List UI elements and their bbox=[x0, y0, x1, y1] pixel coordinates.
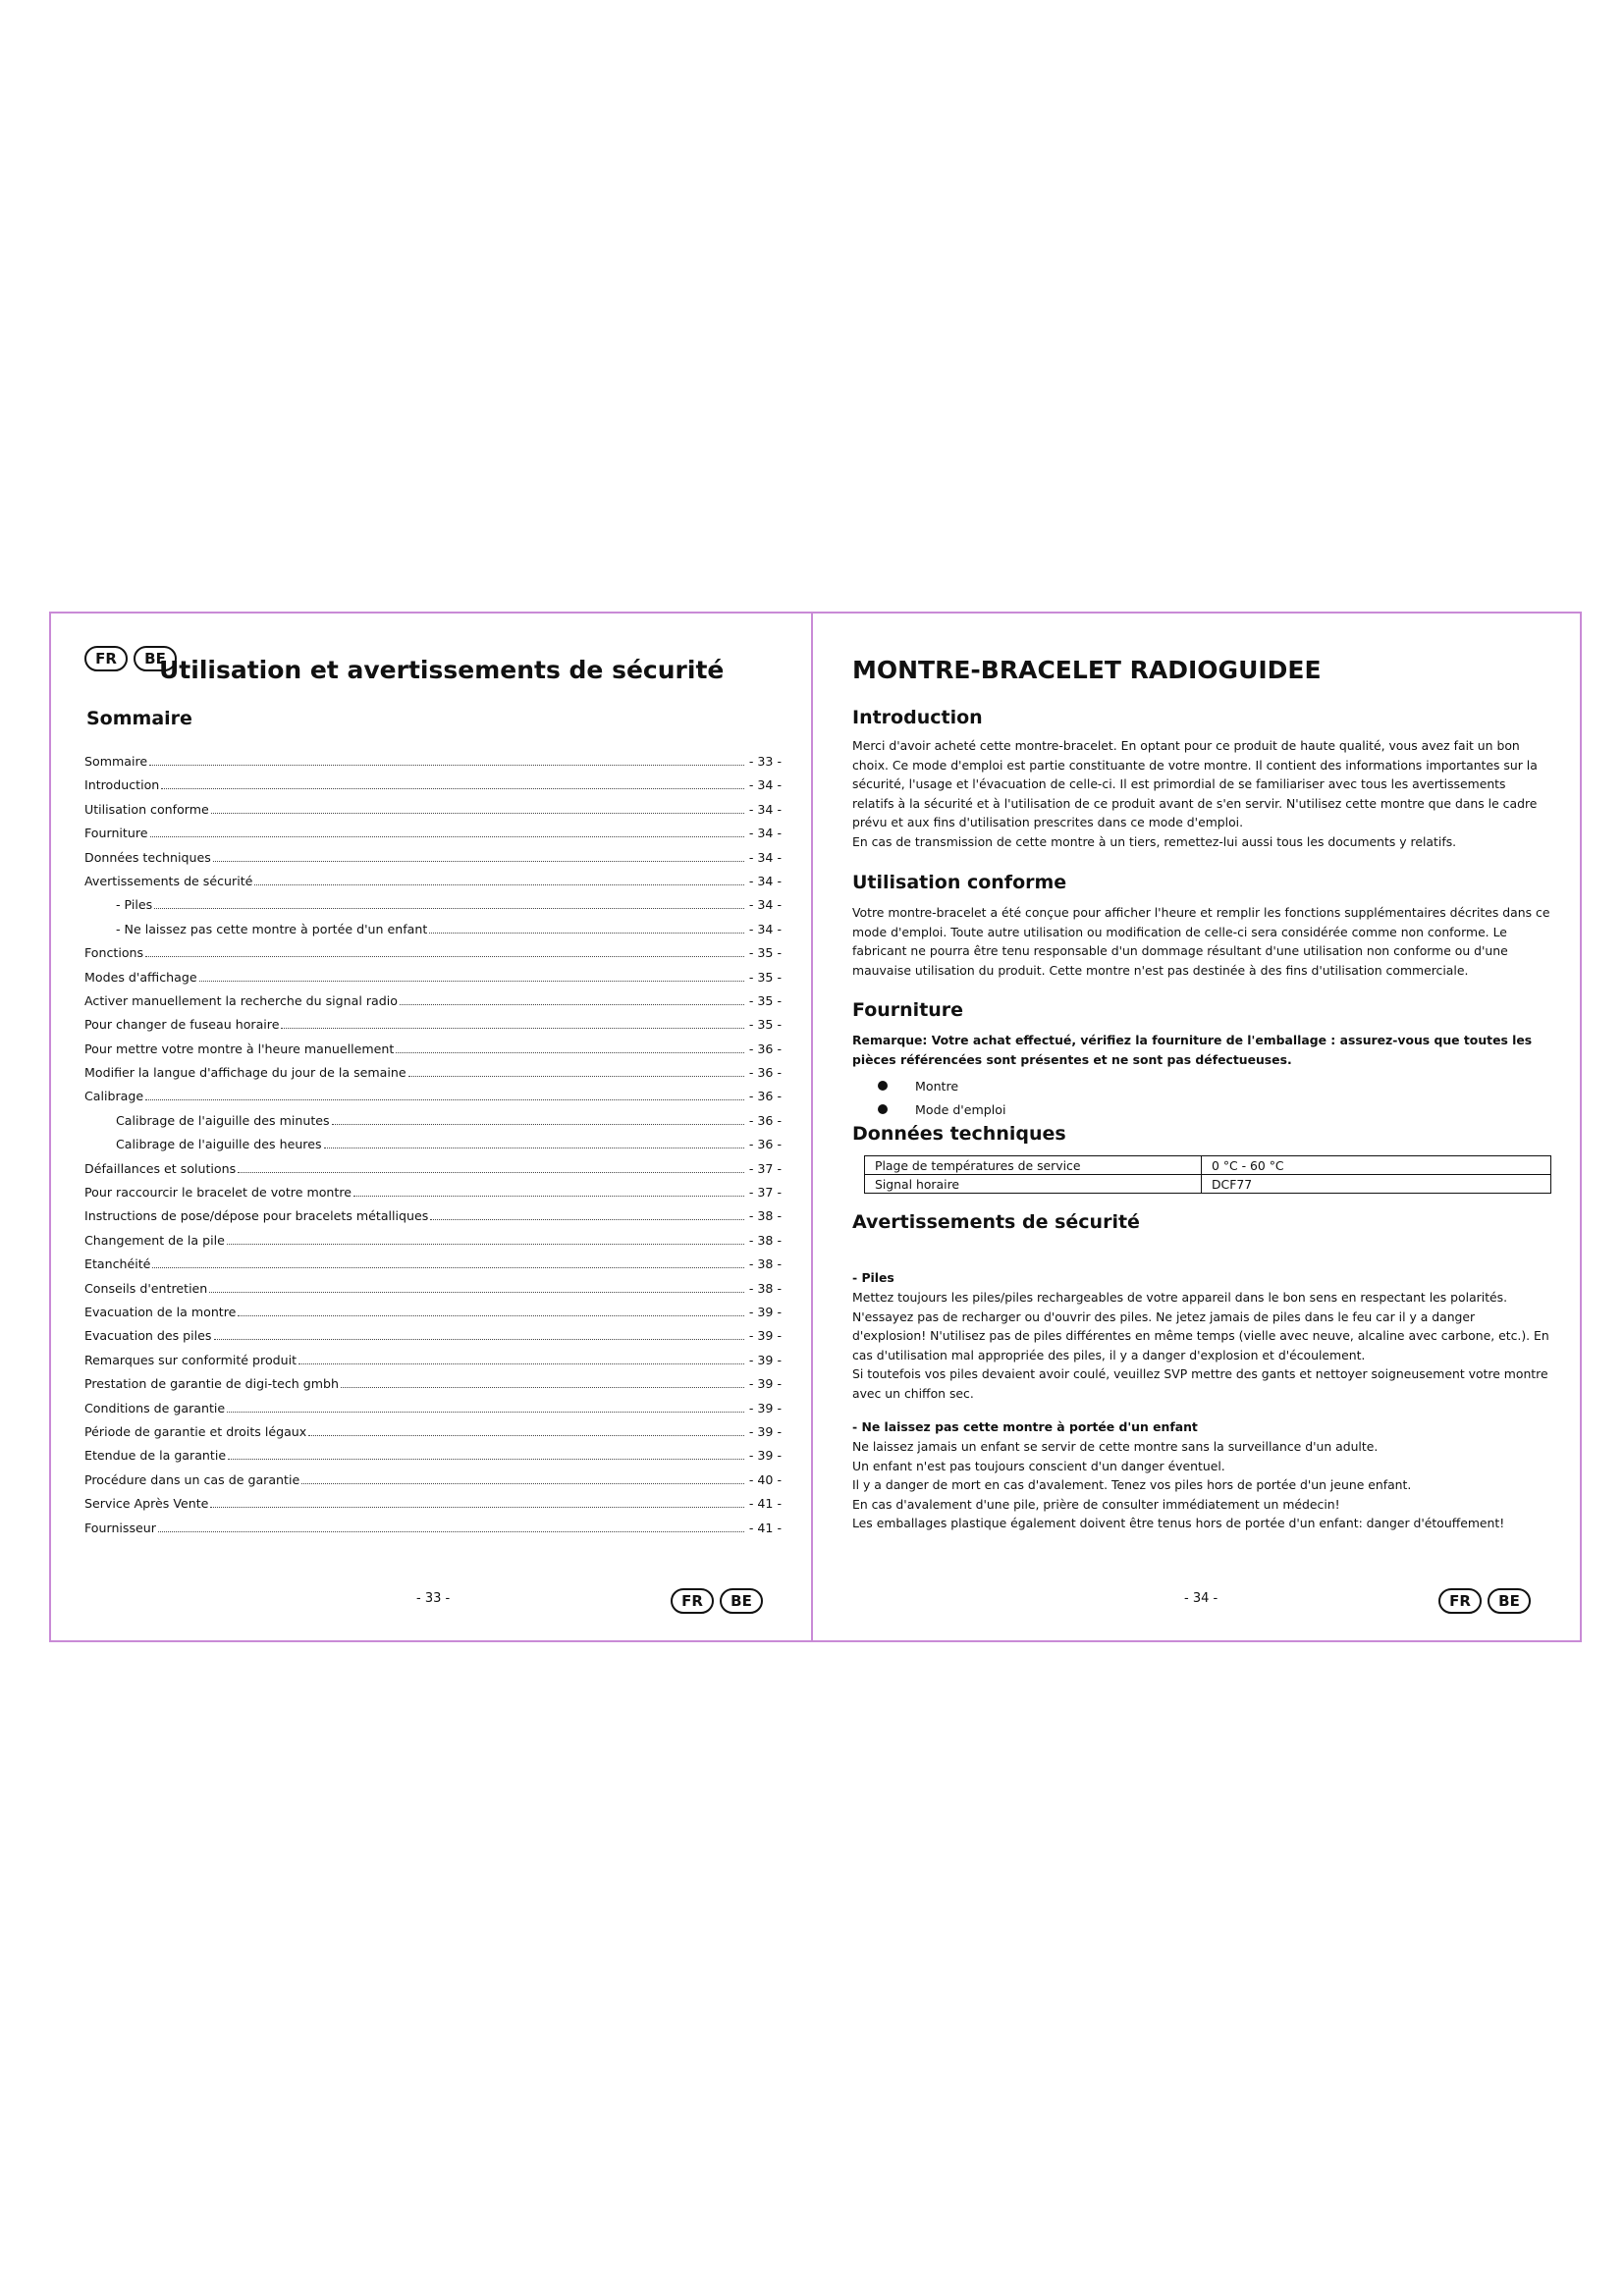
toc-dot-leader bbox=[281, 1027, 744, 1029]
toc-entry-label: Pour mettre votre montre à l'heure manuellement bbox=[84, 1041, 395, 1056]
lang-badge-be: BE bbox=[720, 1588, 763, 1614]
toc-entry-page: - 39 - bbox=[748, 1376, 782, 1392]
toc-row bbox=[84, 1353, 782, 1376]
toc-entry-page: - 41 - bbox=[748, 1496, 782, 1512]
toc-entry-page: - 35 - bbox=[748, 969, 782, 985]
toc-entry-page: - 38 - bbox=[748, 1280, 782, 1296]
toc-dot-leader bbox=[238, 1171, 744, 1173]
toc-dot-leader bbox=[211, 812, 744, 814]
toc-entry-page: - 37 - bbox=[748, 1185, 782, 1201]
usage-text: Votre montre-bracelet a été conçue pour afficher l'heure et remplir les fonctions supplémentaires décrites dans ce mode d'emploi. Toute autre utilisation ou modification de celle-ci sera considérée comme non conforme. Le fabricant ne pourra être tenu responsable d'un dommage résultant d'une utilisation non conforme ou d'une mauvaise utilisation du produit. Cette montre n'est pas destinée à des fins d'utilisation commerciale. bbox=[852, 905, 1550, 978]
toc-row bbox=[84, 1041, 782, 1065]
toc-entry-page: - 36 - bbox=[748, 1137, 782, 1152]
footer-language-badges-left bbox=[671, 1588, 763, 1614]
toc-entry-page: - 39 - bbox=[748, 1304, 782, 1319]
bullet-icon bbox=[878, 1081, 888, 1091]
table-row bbox=[865, 1175, 1551, 1194]
toc-entry-page: - 36 - bbox=[748, 1041, 782, 1056]
product-title: MONTRE-BRACELET RADIOGUIDEE bbox=[852, 656, 1322, 684]
toc-row bbox=[84, 1376, 782, 1400]
page-number-left: - 33 - bbox=[416, 1591, 451, 1606]
toc-row bbox=[84, 1256, 782, 1280]
toc-dot-leader bbox=[214, 1338, 745, 1340]
toc-entry-page: - 41 - bbox=[748, 1520, 782, 1535]
toc-entry-page: - 33 - bbox=[748, 754, 782, 769]
tech-heading: Données techniques bbox=[852, 1123, 1066, 1145]
safety-heading: Avertissements de sécurité bbox=[852, 1211, 1140, 1233]
toc-dot-leader bbox=[396, 1051, 744, 1053]
toc-row bbox=[84, 1089, 782, 1112]
toc-entry-page: - 34 - bbox=[748, 801, 782, 817]
toc-row bbox=[84, 777, 782, 801]
toc-entry-label: Procédure dans un cas de garantie bbox=[84, 1471, 300, 1487]
page-title: Utilisation et avertissements de sécurité bbox=[159, 656, 725, 684]
toc-row bbox=[84, 1137, 782, 1160]
toc-row bbox=[84, 1185, 782, 1208]
toc-dot-leader bbox=[149, 764, 744, 766]
toc-entry-label: Calibrage bbox=[84, 1089, 144, 1104]
toc-entry-page: - 38 - bbox=[748, 1208, 782, 1224]
toc-entry-label: Utilisation conforme bbox=[84, 801, 209, 817]
toc-row bbox=[84, 1328, 782, 1352]
bullet-icon bbox=[878, 1104, 888, 1114]
lang-badge-be: BE bbox=[134, 646, 177, 671]
toc-entry-page: - 34 - bbox=[748, 849, 782, 865]
toc-row bbox=[84, 874, 782, 897]
toc-entry-page: - 35 - bbox=[748, 992, 782, 1008]
toc-row bbox=[84, 993, 782, 1017]
toc-entry-label: Evacuation de la montre bbox=[84, 1304, 237, 1319]
supply-list bbox=[850, 1074, 1006, 1121]
toc-dot-leader bbox=[161, 787, 744, 789]
toc-entry-page: - 37 - bbox=[748, 1160, 782, 1176]
toc-entry-page: - 36 - bbox=[748, 1112, 782, 1128]
toc-row bbox=[84, 1448, 782, 1471]
toc-dot-leader bbox=[152, 1266, 744, 1268]
child-line: Ne laissez jamais un enfant se servir de cette montre sans la surveillance d'un adulte. bbox=[852, 1439, 1379, 1454]
toc-dot-leader bbox=[429, 932, 744, 934]
toc-entry-page: - 35 - bbox=[748, 1017, 782, 1033]
toc-entry-label: Données techniques bbox=[84, 849, 211, 865]
list-item bbox=[850, 1097, 1006, 1121]
toc-entry-label: Avertissements de sécurité bbox=[84, 873, 253, 888]
toc-row bbox=[84, 1065, 782, 1089]
toc-entry-page: - 39 - bbox=[748, 1423, 782, 1439]
toc-dot-leader bbox=[308, 1434, 744, 1436]
toc-entry-label: Calibrage de l'aiguille des heures bbox=[116, 1137, 322, 1152]
toc-entry-label: Fourniture bbox=[84, 826, 148, 841]
page-number-right: - 34 - bbox=[1184, 1591, 1218, 1606]
toc-entry-label: Pour changer de fuseau horaire bbox=[84, 1017, 280, 1033]
table-row bbox=[865, 1156, 1551, 1175]
toc-row bbox=[84, 1161, 782, 1185]
piles-section bbox=[852, 1288, 1551, 1403]
toc-entry-label: Etanchéité bbox=[84, 1256, 151, 1272]
toc-entry-page: - 36 - bbox=[748, 1089, 782, 1104]
table-cell: DCF77 bbox=[1202, 1175, 1551, 1194]
toc-entry-page: - 38 - bbox=[748, 1232, 782, 1248]
toc-dot-leader bbox=[341, 1386, 744, 1388]
toc-row bbox=[84, 826, 782, 849]
list-item bbox=[850, 1074, 1006, 1097]
page-divider bbox=[811, 612, 813, 1642]
toc-row bbox=[84, 1401, 782, 1424]
table-cell: Signal horaire bbox=[865, 1175, 1202, 1194]
toc-dot-leader bbox=[254, 883, 744, 885]
toc-dot-leader bbox=[227, 1243, 744, 1245]
toc-entry-page: - 36 - bbox=[748, 1065, 782, 1081]
toc-row bbox=[84, 945, 782, 969]
toc-row bbox=[84, 754, 782, 777]
toc-entry-label: Etendue de la garantie bbox=[84, 1448, 227, 1464]
toc-row bbox=[84, 1208, 782, 1232]
piles-text-2: Si toutefois vos piles devaient avoir coulé, veuillez SVP mettre des gants et nettoyer soigneusement votre montre avec un chiffon sec. bbox=[852, 1366, 1548, 1401]
toc-entry-label: - Piles bbox=[116, 897, 153, 913]
table-cell: Plage de températures de service bbox=[865, 1156, 1202, 1175]
toc-dot-leader bbox=[238, 1314, 744, 1316]
toc-dot-leader bbox=[209, 1291, 744, 1293]
lang-badge-fr: FR bbox=[84, 646, 128, 671]
intro-text: Merci d'avoir acheté cette montre-bracelet. En optant pour ce produit de haute qualité, vous avez fait un bon choix. Ce mode d'emploi est partie constituante de votre montre. Il contient des informations importantes sur la sécurité, l'usage et l'évacuation de celle-ci. Il est primordial de se familiariser avec tous les avertissements relatifs à la sécurité et à l'utilisation de ce produit avant de s'en servir. N'utilisez cette montre que dans le cadre prévu et aux fins d'utilisation prescrites dans ce mode d'emploi. bbox=[852, 738, 1538, 829]
toc-row bbox=[84, 1113, 782, 1137]
toc-entry-label: - Ne laissez pas cette montre à portée d'un enfant bbox=[116, 921, 428, 936]
toc-entry-label: Instructions de pose/dépose pour bracelets métalliques bbox=[84, 1208, 429, 1224]
supply-text: Remarque: Votre achat effectué, vérifiez la fourniture de l'emballage : assurez-vous que toutes les pièces référencées sont présentes et ne sont pas défectueuses. bbox=[852, 1033, 1533, 1067]
toc-entry-label: Modifier la langue d'affichage du jour de la semaine bbox=[84, 1065, 406, 1081]
toc-dot-leader bbox=[199, 980, 744, 982]
supply-item-label: Montre bbox=[915, 1078, 959, 1094]
tech-table bbox=[864, 1155, 1551, 1194]
toc-dot-leader bbox=[301, 1482, 744, 1484]
child-section bbox=[852, 1437, 1551, 1533]
toc-dot-leader bbox=[298, 1362, 744, 1364]
toc-row bbox=[84, 897, 782, 921]
toc-dot-leader bbox=[210, 1506, 744, 1508]
toc-dot-leader bbox=[154, 907, 744, 909]
toc-row bbox=[84, 1281, 782, 1305]
toc-entry-page: - 39 - bbox=[748, 1352, 782, 1367]
intro-section bbox=[852, 736, 1551, 851]
toc-row bbox=[84, 802, 782, 826]
toc-dot-leader bbox=[227, 1411, 744, 1413]
toc-row bbox=[84, 1305, 782, 1328]
toc-entry-page: - 34 - bbox=[748, 777, 782, 793]
toc-dot-leader bbox=[158, 1530, 744, 1532]
toc-heading: Sommaire bbox=[86, 708, 192, 729]
toc-entry-label: Remarques sur conformité produit bbox=[84, 1352, 298, 1367]
lang-badge-fr: FR bbox=[1438, 1588, 1482, 1614]
footer-language-badges-right bbox=[1438, 1588, 1531, 1614]
toc-entry-label: Sommaire bbox=[84, 754, 148, 769]
toc-row bbox=[84, 1017, 782, 1041]
toc-entry-label: Introduction bbox=[84, 777, 160, 793]
child-line: En cas d'avalement d'une pile, prière de consulter immédiatement un médecin! bbox=[852, 1496, 1340, 1512]
toc-entry-page: - 40 - bbox=[748, 1471, 782, 1487]
toc-entry-label: Changement de la pile bbox=[84, 1232, 225, 1248]
child-line: Un enfant n'est pas toujours conscient d'un danger éventuel. bbox=[852, 1458, 1225, 1473]
toc-dot-leader bbox=[408, 1075, 744, 1077]
lang-badge-fr: FR bbox=[671, 1588, 714, 1614]
toc-entry-page: - 34 - bbox=[748, 873, 782, 888]
toc-entry-page: - 34 - bbox=[748, 826, 782, 841]
toc-dot-leader bbox=[150, 835, 745, 837]
toc-entry-label: Activer manuellement la recherche du signal radio bbox=[84, 992, 398, 1008]
toc-row bbox=[84, 922, 782, 945]
intro-heading: Introduction bbox=[852, 707, 983, 728]
supply-item-label: Mode d'emploi bbox=[915, 1101, 1006, 1117]
toc-entry-label: Conseils d'entretien bbox=[84, 1280, 208, 1296]
toc-entry-page: - 35 - bbox=[748, 945, 782, 961]
toc-entry-page: - 39 - bbox=[748, 1328, 782, 1344]
toc-dot-leader bbox=[400, 1003, 744, 1005]
toc-entry-page: - 38 - bbox=[748, 1256, 782, 1272]
supply-heading: Fourniture bbox=[852, 999, 964, 1021]
toc-entry-label: Conditions de garantie bbox=[84, 1400, 226, 1415]
toc-entry-label: Calibrage de l'aiguille des minutes bbox=[116, 1112, 330, 1128]
toc-row bbox=[84, 850, 782, 874]
toc-entry-label: Fournisseur bbox=[84, 1520, 156, 1535]
toc-dot-leader bbox=[228, 1458, 744, 1460]
piles-heading: - Piles bbox=[852, 1270, 894, 1285]
toc-dot-leader bbox=[353, 1195, 744, 1197]
toc-row bbox=[84, 1472, 782, 1496]
toc-entry-label: Fonctions bbox=[84, 945, 144, 961]
toc-row bbox=[84, 1521, 782, 1544]
toc-entry-page: - 34 - bbox=[748, 921, 782, 936]
lang-badge-be: BE bbox=[1488, 1588, 1531, 1614]
toc-dot-leader bbox=[145, 1098, 744, 1100]
toc-entry-label: Service Après Vente bbox=[84, 1496, 209, 1512]
toc-dot-leader bbox=[145, 955, 744, 957]
toc-row bbox=[84, 1233, 782, 1256]
child-heading: - Ne laissez pas cette montre à portée d'un enfant bbox=[852, 1419, 1198, 1434]
toc-dot-leader bbox=[430, 1218, 744, 1220]
toc-entry-page: - 39 - bbox=[748, 1400, 782, 1415]
child-line: Les emballages plastique également doivent être tenus hors de portée d'un enfant: danger d'étouffement! bbox=[852, 1516, 1505, 1530]
toc-entry-label: Modes d'affichage bbox=[84, 969, 197, 985]
toc-entry-label: Période de garantie et droits légaux bbox=[84, 1423, 307, 1439]
toc-entry-label: Pour raccourcir le bracelet de votre montre bbox=[84, 1185, 352, 1201]
toc-dot-leader bbox=[213, 860, 744, 862]
piles-text: Mettez toujours les piles/piles rechargeables de votre appareil dans le bon sens en respectant les polarités. N'essayez pas de recharger ou d'ouvrir des piles. Ne jetez jamais de piles dans le feu car il y a danger d'explosion! N'utilisez pas de piles différentes en même temps (vielle avec neuve, alcaline avec carbone, etc.). En cas d'utilisation mal appropriée des piles, il y a danger d'explosion et d'écoulement. bbox=[852, 1290, 1549, 1362]
toc-entry-page: - 39 - bbox=[748, 1448, 782, 1464]
toc-row bbox=[84, 1424, 782, 1448]
usage-heading: Utilisation conforme bbox=[852, 872, 1067, 893]
toc-entry-label: Prestation de garantie de digi-tech gmbh bbox=[84, 1376, 339, 1392]
table-of-contents bbox=[84, 754, 782, 1544]
toc-row bbox=[84, 970, 782, 993]
toc-entry-page: - 34 - bbox=[748, 897, 782, 913]
table-cell: 0 °C - 60 °C bbox=[1202, 1156, 1551, 1175]
toc-entry-label: Evacuation des piles bbox=[84, 1328, 212, 1344]
intro-text-2: En cas de transmission de cette montre à un tiers, remettez-lui aussi tous les documents y relatifs. bbox=[852, 833, 1457, 849]
child-line: Il y a danger de mort en cas d'avalement. Tenez vos piles hors de portée d'un jeune enfant. bbox=[852, 1477, 1412, 1492]
toc-dot-leader bbox=[324, 1147, 744, 1148]
toc-row bbox=[84, 1496, 782, 1520]
toc-dot-leader bbox=[332, 1123, 744, 1125]
toc-entry-label: Défaillances et solutions bbox=[84, 1160, 237, 1176]
